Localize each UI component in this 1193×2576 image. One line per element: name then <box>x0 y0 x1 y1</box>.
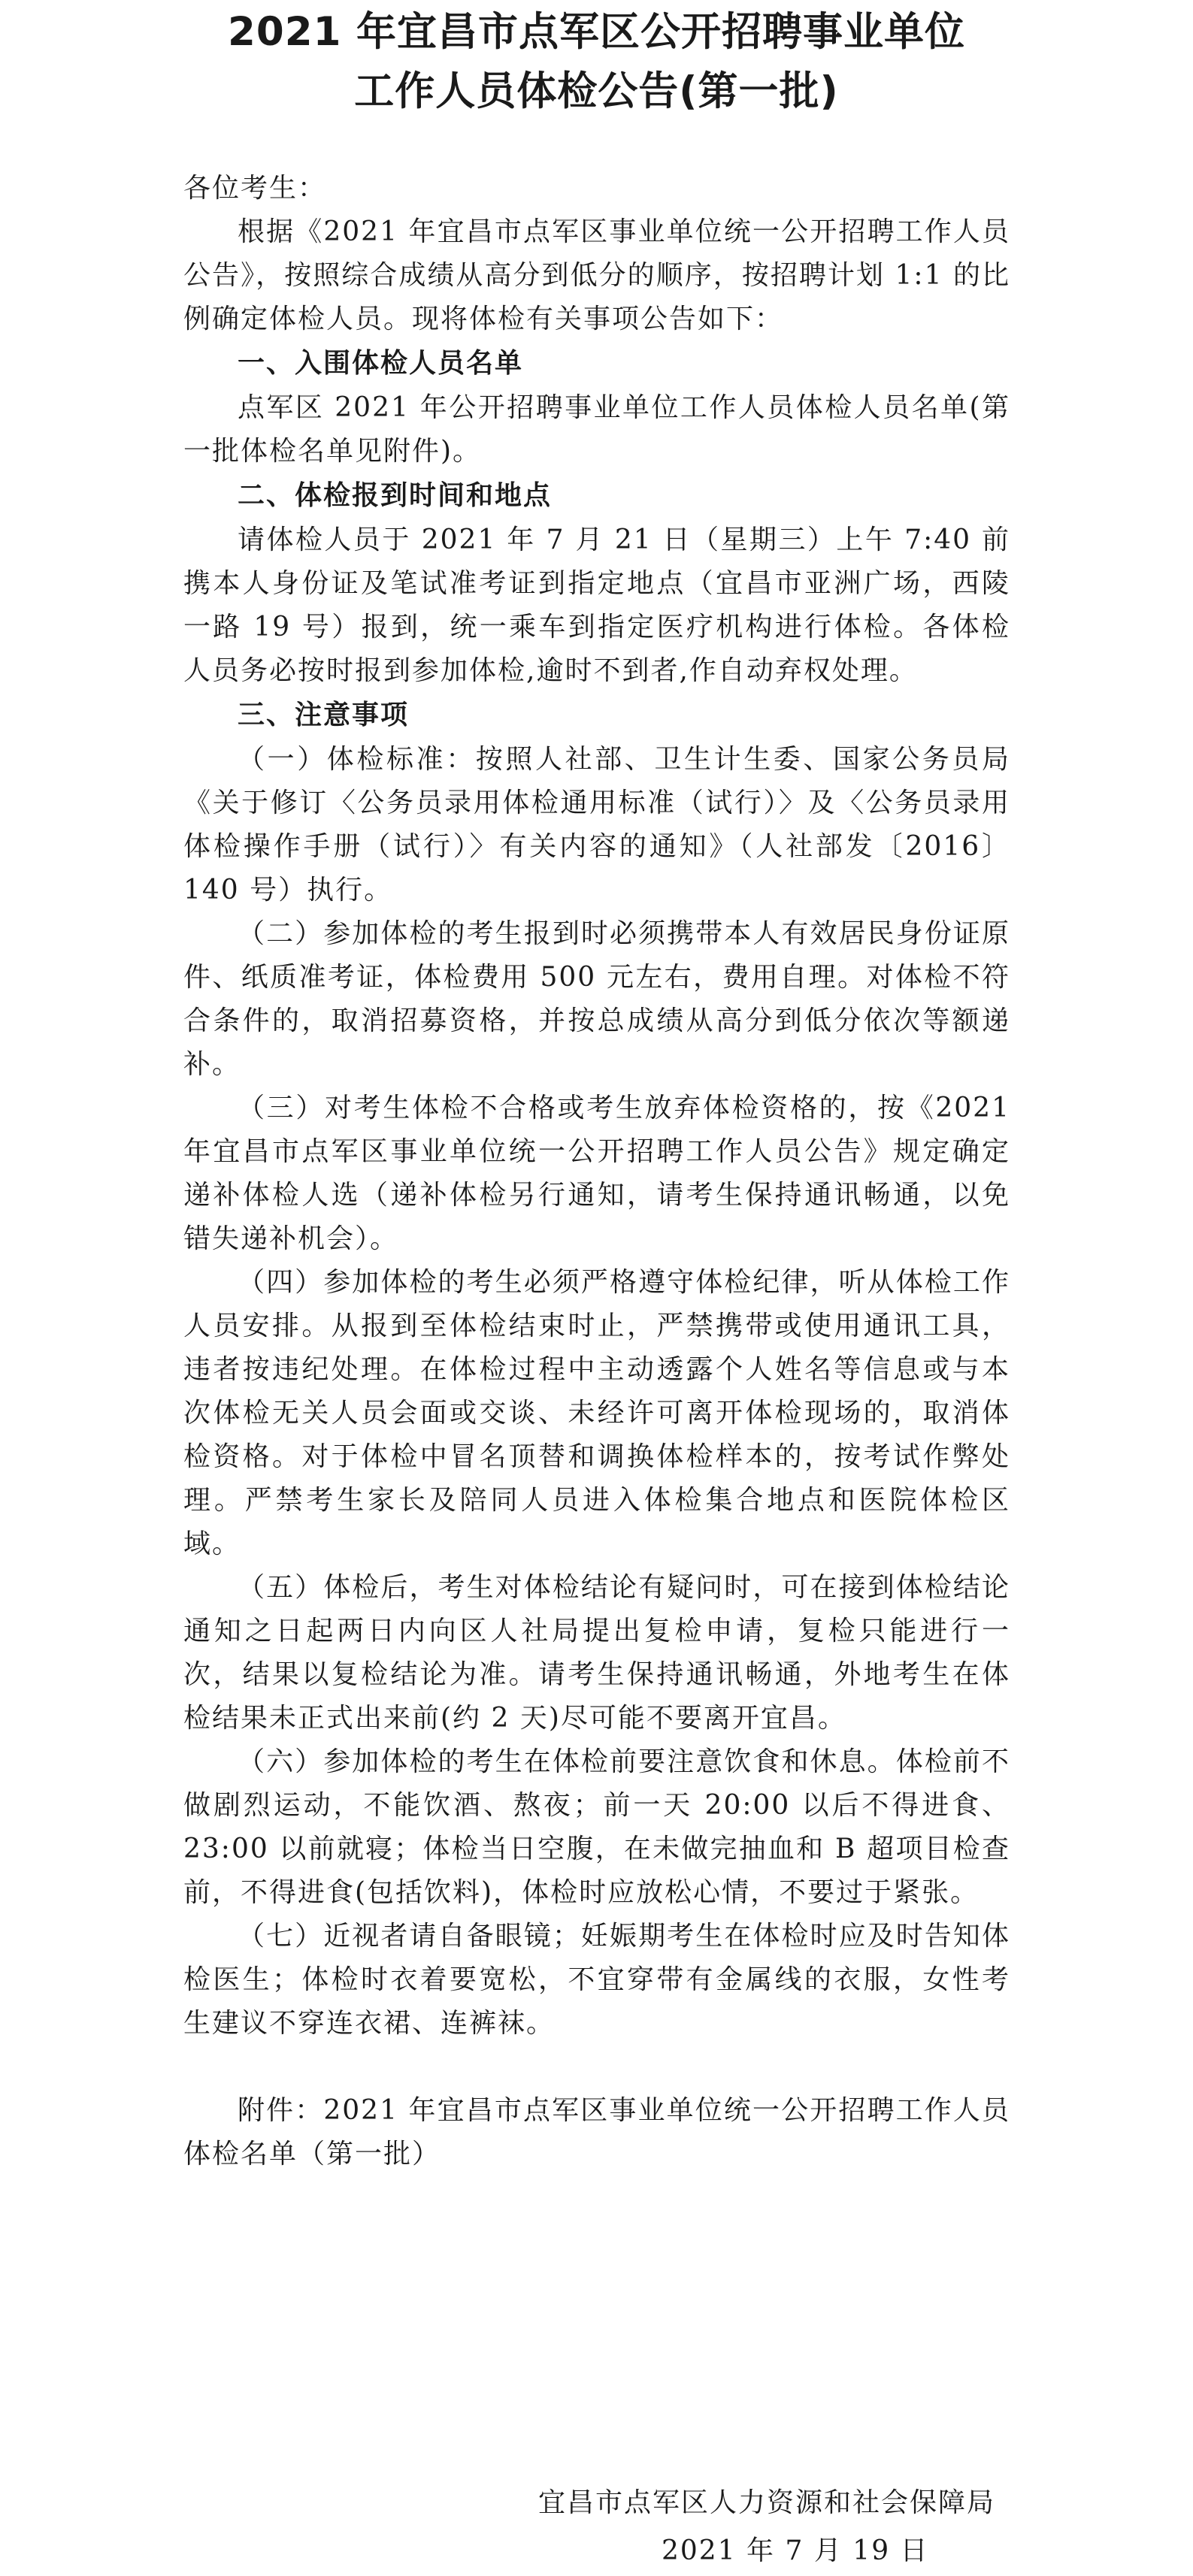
intro-paragraph: 根据《2021 年宜昌市点军区事业单位统一公开招聘工作人员公告》，按照综合成绩从高分到低分的顺序，按招聘计划 1:1 的比例确定体检人员。现将体检有关事项公告如下： <box>183 216 1010 334</box>
document-title-line-1: 2021 年宜昌市点军区公开招聘事业单位 <box>228 9 965 55</box>
notice-item-6: （六）参加体检的考生在体检前要注意饮食和休息。体检前不做剧烈运动，不能饮酒、熬夜；前一天 20:00 以后不得进食、23:00 以前就寝；体检当日空腹，在未做完抽血和 B 超项目检查前，不得进食(包括饮料)，体检时应放松心情，不要过于紧张。 <box>183 1746 1010 1908</box>
notice-item-1: （一）体检标准：按照人社部、卫生计生委、国家公务员局《关于修订〈公务员录用体检通用标准（试行）〉及〈公务员录用体检操作手册（试行）〉有关内容的通知》（人社部发〔2016〕140 号）执行。 <box>183 744 1010 906</box>
notice-item-4: （四）参加体检的考生必须严格遵守体检纪律，听从体检工作人员安排。从报到至体检结束时止，严禁携带或使用通讯工具，违者按违纪处理。在体检过程中主动透露个人姓名等信息或与本次体检无关人员会面或交谈、未经许可离开体检现场的，取消体检资格。对于体检中冒名顶替和调换体检样本的，按考试作弊处理。严禁考生家长及陪同人员进入体检集合地点和医院体检区域。 <box>183 1267 1010 1559</box>
section-1 <box>183 341 1010 473</box>
section-heading: 二、体检报到时间和地点 <box>238 480 553 511</box>
section-2 <box>183 473 1010 693</box>
notice-item-5: （五）体检后，考生对体检结论有疑问时，可在接到体检结论通知之日起两日内向区人社局提出复检申请，复检只能进行一次，结果以复检结论为准。请考生保持通讯畅通，外地考生在体检结果未正式出来前(约 2 天)尽可能不要离开宜昌。 <box>183 1572 1010 1734</box>
section-heading: 一、入围体检人员名单 <box>238 348 524 379</box>
salutation: 各位考生： <box>183 173 327 204</box>
notice-item-2: （二）参加体检的考生报到时必须携带本人有效居民身份证原件、纸质准考证，体检费用 500 元左右，费用自理。对体检不符合条件的，取消招募资格，并按总成绩从高分到低分依次等额递补。 <box>183 918 1010 1080</box>
section-paragraph: 点军区 2021 年公开招聘事业单位工作人员体检人员名单(第一批体检名单见附件)。 <box>183 392 1010 467</box>
document-title-line-2: 工作人员体检公告(第一批) <box>354 68 839 114</box>
document-body <box>183 167 1010 2176</box>
annex-note: 附件：2021 年宜昌市点军区事业单位统一公开招聘工作人员体检名单（第一批） <box>183 2095 1010 2169</box>
section-paragraph: 请体检人员于 2021 年 7 月 21 日（星期三）上午 7:40 前携本人身份证及笔试准考证到指定地点（宜昌市亚洲广场，西陵一路 19 号）报到，统一乘车到指定医疗机构进行体检。各体检人员务必按时报到参加体检,逾时不到者,作自动弃权处理。 <box>183 525 1010 686</box>
section-3 <box>183 693 1010 2045</box>
notice-item-3: （三）对考生体检不合格或考生放弃体检资格的，按《2021 年宜昌市点军区事业单位统一公开招聘工作人员公告》规定确定递补体检人选（递补体检另行通知，请考生保持通讯畅通，以免错失递补机会）。 <box>183 1093 1010 1254</box>
section-heading: 三、注意事项 <box>238 700 410 730</box>
notice-item-7: （七）近视者请自备眼镜；妊娠期考生在体检时应及时告知体检医生；体检时衣着要宽松，不宜穿带有金属线的衣服，女性考生建议不穿连衣裙、连裤袜。 <box>183 1921 1010 2039</box>
signature-date: 2021 年 7 月 19 日 <box>662 2535 929 2566</box>
signature-organization: 宜昌市点军区人力资源和社会保障局 <box>538 2487 996 2518</box>
